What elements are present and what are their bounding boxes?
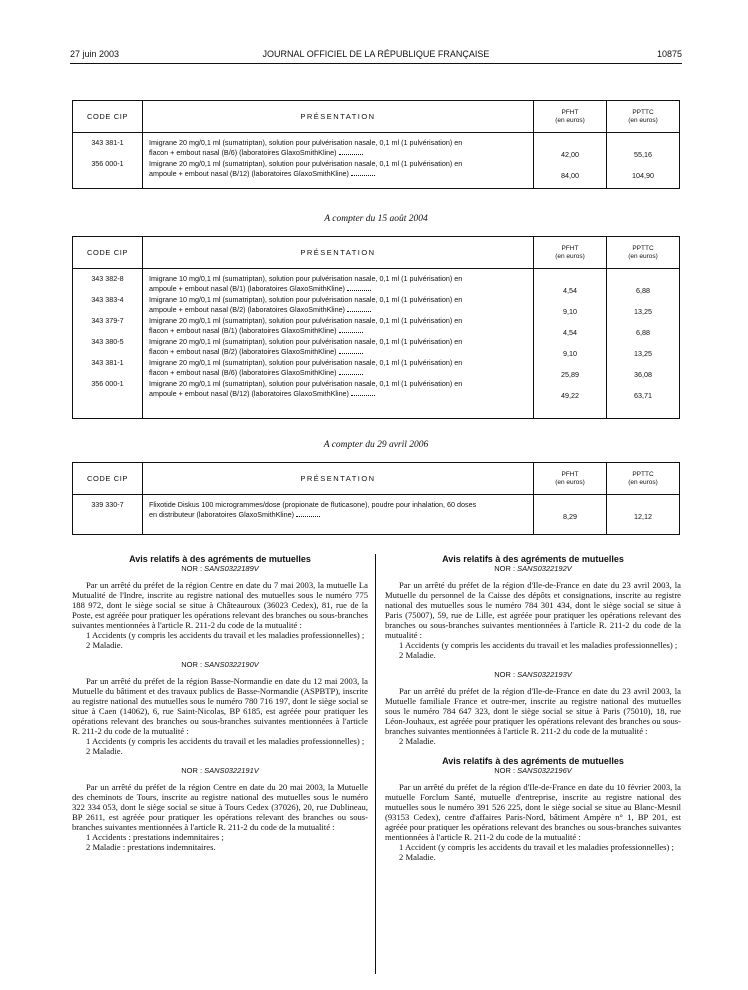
product-entry: Imigrane 20 mg/0,1 ml (sumatriptan), solution pour pulvérisation nasale, 0,1 ml (1 pulvérisation) en flacon + embout nasal (B/1) (laboratoires GlaxoSmithKline) — [149, 316, 463, 335]
pfht-cell — [534, 495, 607, 535]
nor-reference: NOR : SANS0322196V — [494, 766, 572, 775]
branch-list — [72, 832, 368, 852]
notice-text: Par un arrêté du préfet de la région Basse-Normandie en date du 12 mai 2003, la Mutuelle du bâtiment et des travaux publics de Basse-Normandie (ASPBTP), inscrite au registre national des mutuelles sous le numéro 780 716 197, dont le siège social se situe à Caen (14062), 6, rue Saint-Nicolas, BP 6185, est agréée pour pratiquer les opérations relevant des branches ou sous-branches suivantes mentionnées à l'article R. 211-2 du code de la mutualité : — [72, 676, 368, 736]
code: 356 000-1 — [91, 379, 124, 388]
col-code: CODE CIP — [73, 463, 143, 495]
code: 343 381-1 — [91, 358, 124, 367]
col-presentation: PRÉSENTATION — [143, 101, 534, 133]
branch-item: 1 Accidents (y compris les accidents du travail et les maladies professionnelles) ; — [399, 640, 678, 650]
ppttc-cell — [607, 133, 680, 189]
product-entry: Imigrane 20 mg/0,1 ml (sumatriptan), solution pour pulvérisation nasale, 0,1 ml (1 pulvérisation) en ampoule + embout nasal (B/12) (laboratoires GlaxoSmithKline) — [149, 379, 463, 398]
price-table-1 — [72, 100, 680, 189]
branch-item: 1 Accidents : prestations indemnitaires ; — [86, 832, 224, 842]
pfht-value: 49,22 — [561, 391, 579, 400]
notice-text: Par un arrêté du préfet de la région Centre en date du 20 mai 2003, la Mutuelle des cheminots de Tours, inscrite au registre national des mutuelles sous le numéro 322 334 053, dont le siège social se situe à Tours Cedex (37026), 20, rue Dublineau, BP 2611, est agréée pour pratiquer les opérations relevant des branches ou sous-branches suivantes mentionnées à l'article R. 211-2 du code de la mutualité : — [72, 782, 368, 832]
code-cell — [73, 133, 143, 189]
nor-reference: NOR : SANS0322193V — [494, 670, 572, 679]
pfht-value: 4,54 — [563, 286, 577, 295]
ppttc-value: 12,12 — [634, 512, 652, 521]
nor-reference: NOR : SANS0322192V — [494, 564, 572, 573]
product-entry: Imigrane 20 mg/0,1 ml (sumatriptan), solution pour pulvérisation nasale, 0,1 ml (1 pulvérisation) en flacon + embout nasal (B/6) (laboratoires GlaxoSmithKline) — [149, 358, 463, 377]
col-presentation: PRÉSENTATION — [143, 237, 534, 269]
branch-list — [72, 630, 368, 650]
ppttc-value: 6,88 — [636, 328, 650, 337]
branch-list — [385, 640, 681, 660]
code: 343 381-1 — [91, 138, 124, 147]
page-number: 10875 — [656, 49, 682, 59]
col-code: CODE CIP — [73, 101, 143, 133]
journal-title: JOURNAL OFFICIEL DE LA RÉPUBLIQUE FRANÇAISE — [262, 49, 490, 59]
column-divider — [375, 554, 376, 974]
notice-text: Par un arrêté du préfet de la région Centre en date du 7 mai 2003, la mutuelle La Mutualité de l'Indre, inscrite au registre national des mutuelles sous le numéro 775 188 972, dont le siège social se situe à Châteauroux (36023 Cedex), 81, rue de la Poste, est agréée pour pratiquer les opérations relevant des branches ou sous-branches suivantes mentionnées à l'article R. 211-2 du code de la mutualité : — [72, 580, 368, 630]
col-ppttc: PPTTC (en euros) — [607, 237, 680, 269]
col-pfht: PFHT (en euros) — [534, 101, 607, 133]
ppttc-value: 36,08 — [634, 370, 652, 379]
section-heading: Avis relatifs à des agréments de mutuelles — [442, 756, 624, 766]
page-header — [70, 49, 682, 63]
nor-reference: NOR : SANS0322189V — [181, 564, 259, 573]
product-entry: Flixotide Diskus 100 microgrammes/dose (propionate de fluticasone), poudre pour inhalation, 60 doses en distributeur (laboratoires GlaxoSmithKline) — [149, 500, 477, 519]
code: 343 380-5 — [91, 337, 124, 346]
code: 343 379-7 — [91, 316, 124, 325]
branch-item: 2 Maladie : prestations indemnitaires. — [86, 842, 216, 852]
left-column — [72, 554, 368, 862]
branch-item: 2 Maladie. — [86, 746, 123, 756]
branch-item: 1 Accidents (y compris les accidents du travail et les maladies professionnelles) ; — [86, 630, 365, 640]
branch-item: 2 Maladie. — [399, 852, 436, 862]
pfht-value: 84,00 — [561, 171, 579, 180]
notice-text: Par un arrêté du préfet de la région d'Ile-de-France en date du 23 avril 2003, la Mutuelle du personnel de la Caisse des dépôts et consignations, inscrite au registre national des mutuelles sous le numéro 784 301 434, dont le siège social se situe à Paris (75007), 59, rue de Lille, est agréée pour pratiquer les opérations relevant des branches ou sous-branches suivantes mentionnées à l'article R. 211-2 du code de la mutualité : — [385, 580, 681, 640]
effective-date-label: A compter du 29 avril 2006 — [323, 440, 429, 450]
product-entry: Imigrane 20 mg/0,1 ml (sumatriptan), solution pour pulvérisation nasale, 0,1 ml (1 pulvérisation) en ampoule + embout nasal (B/12) (laboratoires GlaxoSmithKline) — [149, 159, 463, 178]
product-entry: Imigrane 20 mg/0,1 ml (sumatriptan), solution pour pulvérisation nasale, 0,1 ml (1 pulvérisation) en flacon + embout nasal (B/2) (laboratoires GlaxoSmithKline) — [149, 337, 463, 356]
code-cell — [73, 269, 143, 419]
presentation-cell — [143, 495, 534, 535]
col-code: CODE CIP — [73, 237, 143, 269]
pfht-value: 4,54 — [563, 328, 577, 337]
col-pfht: PFHT (en euros) — [534, 237, 607, 269]
notice — [72, 564, 368, 650]
ppttc-value: 13,25 — [634, 307, 652, 316]
header-date: 27 juin 2003 — [70, 49, 120, 59]
code-cell — [73, 495, 143, 535]
notice — [385, 564, 681, 660]
ppttc-value: 13,25 — [634, 349, 652, 358]
col-pfht: PFHT (en euros) — [534, 463, 607, 495]
notice — [72, 660, 368, 756]
notice-text: Par un arrêté du préfet de la région d'Ile-de-France en date du 23 avril 2003, la Mutuelle familiale France et outre-mer, inscrite au registre national des mutuelles sous le numéro 784 647 323, dont le siège social se situe à Paris (75010), 18, rue Léon-Jouhaux, est agréée pour pratiquer les opérations relevant des branches ou sous-branches suivantes mentionnées à l'article R. 211-2 du code de la mutualité : — [385, 686, 681, 736]
branch-list — [385, 842, 681, 862]
section-heading: Avis relatifs à des agréments de mutuelles — [442, 554, 624, 564]
pfht-value: 9,10 — [563, 307, 577, 316]
branch-item: 1 Accidents (y compris les accidents du travail et les maladies professionnelles) ; — [86, 736, 365, 746]
effective-date-label: A compter du 15 août 2004 — [324, 214, 428, 224]
right-column — [385, 554, 681, 872]
pfht-value: 42,00 — [561, 150, 579, 159]
code: 339 330-7 — [91, 500, 124, 509]
notice — [72, 766, 368, 852]
notice-text: Par un arrêté du préfet de la région d'Ile-de-France en date du 10 février 2003, la mutuelle Forclum Santé, mutuelle d'entreprise, inscrite au registre national des mutuelles sous le numéro 391 526 225, dont le siège social se situe au Blanc-Mesnil (93153 Cedex), centre d'affaires Paris-Nord, bâtiment Ampère n° 1, BP 201, est agréée pour pratiquer les opérations relevant des branches ou sous-branches suivantes mentionnées à l'article R. 211-2 du code de la mutualité : — [385, 782, 681, 842]
pfht-value: 8,29 — [563, 512, 577, 521]
branch-list — [385, 736, 681, 746]
pfht-value: 9,10 — [563, 349, 577, 358]
branch-item: 2 Maladie. — [399, 736, 436, 746]
code: 356 000-1 — [91, 159, 124, 168]
product-entry: Imigrane 10 mg/0,1 ml (sumatriptan), solution pour pulvérisation nasale, 0,1 ml (1 pulvérisation) en ampoule + embout nasal (B/1) (laboratoires GlaxoSmithKline) — [149, 274, 463, 293]
col-ppttc: PPTTC (en euros) — [607, 101, 680, 133]
ppttc-cell — [607, 495, 680, 535]
price-table-2 — [72, 236, 680, 419]
ppttc-value: 55,16 — [634, 150, 652, 159]
nor-reference: NOR : SANS0322191V — [181, 766, 259, 775]
notice — [385, 670, 681, 746]
col-presentation: PRÉSENTATION — [143, 463, 534, 495]
col-ppttc: PPTTC (en euros) — [607, 463, 680, 495]
section-heading: Avis relatifs à des agréments de mutuelles — [129, 554, 311, 564]
code: 343 383-4 — [91, 295, 124, 304]
branch-list — [72, 736, 368, 756]
ppttc-value: 63,71 — [634, 391, 652, 400]
presentation-cell — [143, 133, 534, 189]
ppttc-value: 6,88 — [636, 286, 650, 295]
branch-item: 1 Accident (y compris les accidents du travail et les maladies professionnelles) ; — [399, 842, 674, 852]
pfht-value: 25,89 — [561, 370, 579, 379]
ppttc-cell — [607, 269, 680, 419]
pfht-cell — [534, 269, 607, 419]
header-rule — [70, 63, 682, 64]
product-entry: Imigrane 10 mg/0,1 ml (sumatriptan), solution pour pulvérisation nasale, 0,1 ml (1 pulvérisation) en ampoule + embout nasal (B/2) (laboratoires GlaxoSmithKline) — [149, 295, 463, 314]
presentation-cell — [143, 269, 534, 419]
branch-item: 2 Maladie. — [86, 640, 123, 650]
nor-reference: NOR : SANS0322190V — [181, 660, 259, 669]
pfht-cell — [534, 133, 607, 189]
notice — [385, 766, 681, 862]
price-table-3 — [72, 462, 680, 535]
product-entry: Imigrane 20 mg/0,1 ml (sumatriptan), solution pour pulvérisation nasale, 0,1 ml (1 pulvérisation) en flacon + embout nasal (B/6) (laboratoires GlaxoSmithKline) — [149, 138, 463, 157]
branch-item: 2 Maladie. — [399, 650, 436, 660]
code: 343 382-8 — [91, 274, 124, 283]
ppttc-value: 104,90 — [632, 171, 654, 180]
